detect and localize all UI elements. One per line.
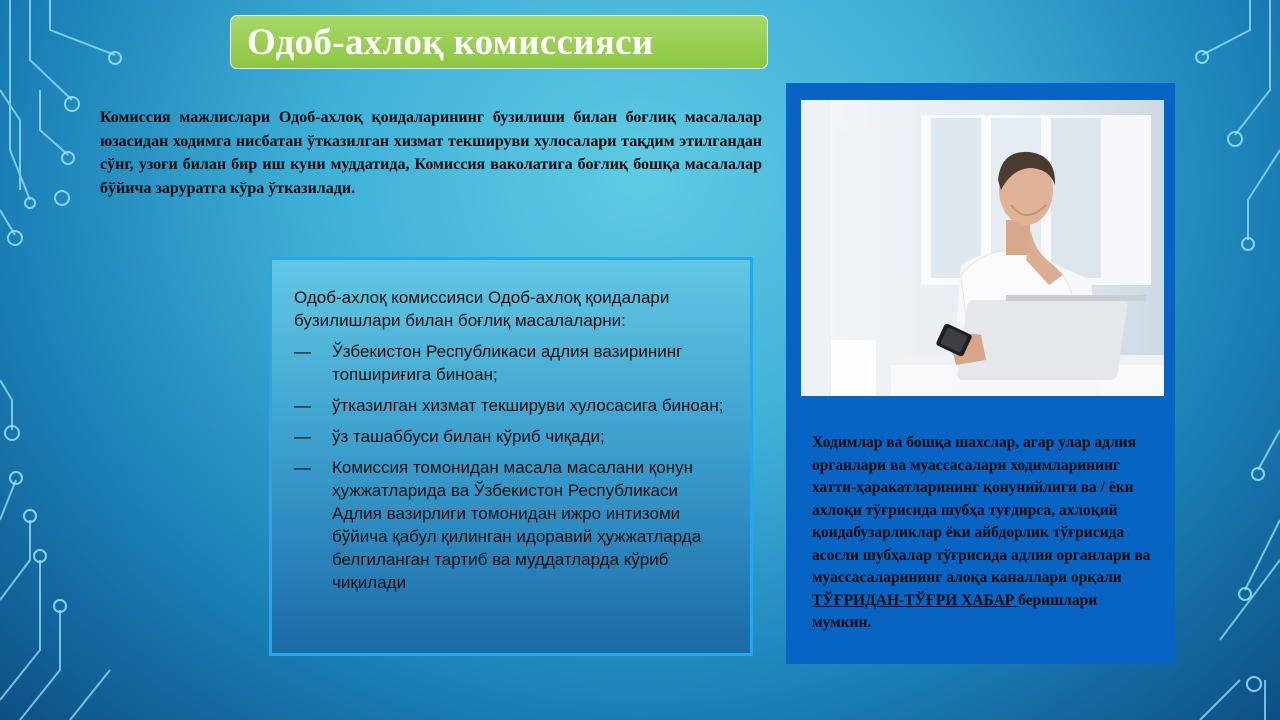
- direct-report-highlight: ТЎҒРИДАН-ТЎҒРИ ХАБАР: [812, 591, 1019, 609]
- procedure-list: [294, 340, 730, 594]
- list-item-text: Ўзбекистон Республикаси адлия вазирининг топшириғига биноан;: [332, 342, 683, 384]
- reporting-text-main: Ходимлар ва бошқа шахслар, агар улар адлия органлари ва муассасалари ходимларининг хатти-ҳаракатларининг қонунийлиги ва / ёки ахлоқи тўғрисида шубҳа туғдирса, ахлоқий қоидабузарликлар ёки айбдорлик тўғрисида асосли шубҳалар тўғрисида адлия органлари ва муассасаларининг алоқа каналлари орқали: [812, 434, 1151, 586]
- title-bar: [230, 15, 768, 69]
- dash-bullet: —: [294, 458, 311, 477]
- dash-bullet: —: [294, 396, 311, 415]
- intro-paragraph: Комиссия мажлислари Одоб-ахлоқ қоидаларининг бузилиши билан боғлиқ масалалар юзасидан ходимга нисбатан ўтказилган хизмат текшируви хулосалари тақдим этилгандан сўнг, узоғи билан бир иш куни муддатида, Комиссия ваколатига боғлиқ бошқа масалалар бўйича заруратга кўра ўтказилади.: [100, 109, 762, 197]
- office-worker-photo: [801, 100, 1164, 396]
- list-item-text: Комиссия томонидан масала масалани қонун ҳужжатларида ва Ўзбекистон Республикаси Адлия вазирлиги томонидан ижро интизоми бўйича қабул қилинган идоравий ҳужжатларда белгиланган тартиб ва муддатларда кўриб чиқилади: [332, 458, 702, 592]
- list-item: [294, 394, 730, 417]
- slide-title: Одоб-ахлоқ комиссияси: [247, 21, 654, 63]
- list-item: [294, 456, 730, 594]
- dash-bullet: —: [294, 427, 311, 446]
- dash-bullet: —: [294, 342, 311, 361]
- procedure-lead: Одоб-ахлоқ комиссияси Одоб-ахлоқ қоидалари бузилишлари билан боғлиқ масалаларни:: [294, 288, 670, 330]
- procedure-box: [269, 257, 753, 656]
- list-item: [294, 425, 730, 448]
- list-item-text: ўтказилган хизмат текшируви хулосасига биноан;: [332, 396, 724, 415]
- reporting-panel: [786, 83, 1175, 664]
- reporting-text-end: беришлари мумкин.: [812, 591, 1098, 631]
- reporting-text: [812, 432, 1157, 635]
- list-item-text: ўз ташаббуси билан кўриб чиқади;: [332, 427, 605, 446]
- list-item: [294, 340, 730, 386]
